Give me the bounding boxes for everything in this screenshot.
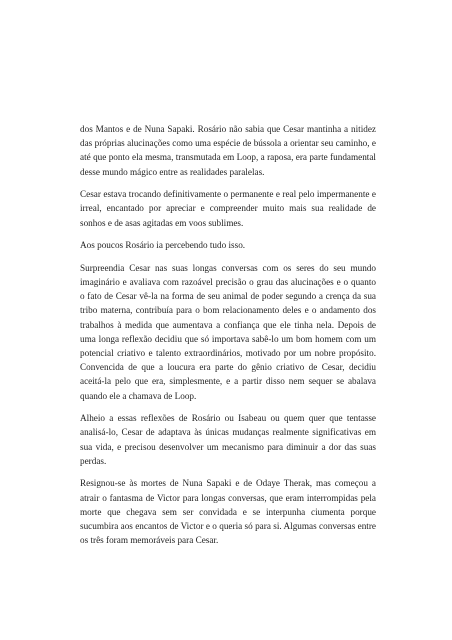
paragraph: dos Mantos e de Nuna Sapaki. Rosário não sabia que Cesar mantinha a nitidez das próprias alucinações como uma espécie de bússola a orientar seu caminho, e até que ponto ela mesma, transmutada em Loop, a raposa, era parte fundamental desse mundo mágico entre as realidades paralelas. [80,124,376,177]
paragraph: Alheio a essas reflexões de Rosário ou Isabeau ou quem quer que tentasse analisá-lo, Cesar de adaptava às únicas mudanças realmente significativas em sua vida, e precisou desenvolver um mecanismo para diminuir a dor das suas perdas. [80,413,376,466]
body-text [80,122,376,556]
paragraph: Aos poucos Rosário ia percebendo tudo isso. [80,240,246,251]
paragraph: Surpreendia Cesar nas suas longas conversas com os seres do seu mundo imaginário e avaliava com razoável precisão o grau das alucinações e o quanto o fato de Cesar vê-la na forma de seu animal de poder segundo a crença da sua tribo materna, contribuía para o bom relacionamento deles e o andamento dos trabalhos à medida que aumentava a confiança que ele tinha nela. Depois de uma longa reflexão decidiu que só importava sabê-lo um bom homem com um potencial criativo e talento extraordinários, motivado por um nobre propósito. Convencida de que a loucura era parte do gênio criativo de Cesar, decidiu aceitá-la pelo que era, simplesmente, e a partir disso nem sequer se abalava quando ele a chamava de Loop. [80,262,376,401]
paragraph: Resignou-se às mortes de Nuna Sapaki e de Odaye Therak, mas começou a atrair o fantasma de Victor para longas conversas, que eram interrompidas pela morte que chegava sem ser convidada e se interpunha ciumenta porque sucumbira aos encantos de Victor e o queria só para si. Algumas conversas entre os três foram memoráveis para Cesar. [80,478,376,546]
paragraph: Cesar estava trocando definitivamente o permanente e real pelo impermanente e irreal, encantado por apreciar e compreender muito mais sua realidade de sonhos e de asas agitadas em voos sublimes. [80,189,376,228]
